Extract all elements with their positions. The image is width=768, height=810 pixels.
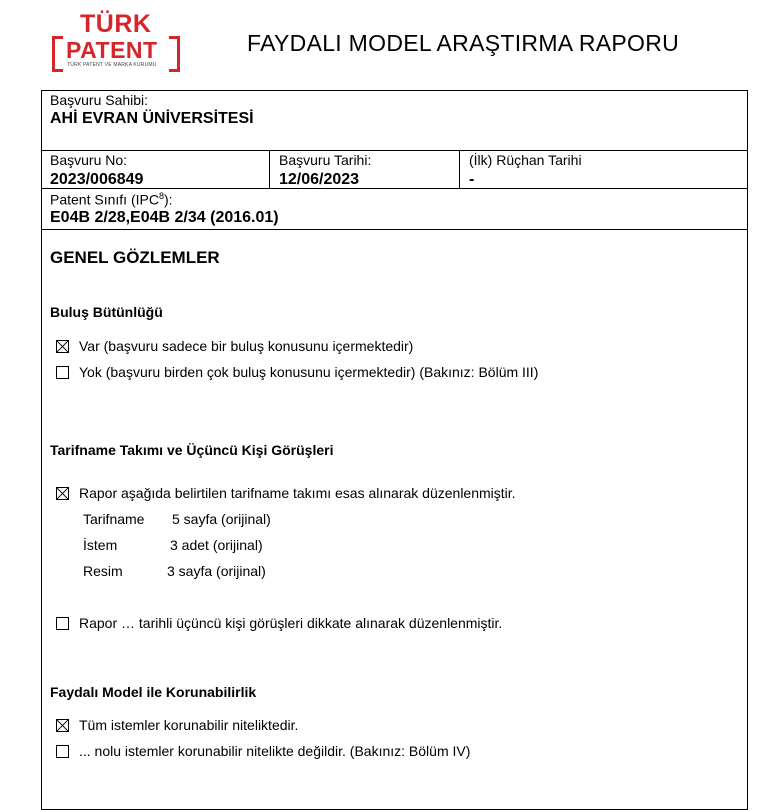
column-divider xyxy=(269,150,270,188)
turkpatent-logo xyxy=(52,10,180,68)
unity-option-yes xyxy=(56,338,413,354)
application-date-label: Başvuru Tarihi: xyxy=(279,152,372,168)
spec-item-name: İstem xyxy=(83,537,118,553)
column-divider xyxy=(459,150,460,188)
general-observations-heading: GENEL GÖZLEMLER xyxy=(50,248,220,267)
applicant-label: Başvuru Sahibi: xyxy=(50,92,149,108)
spec-item-name: Resim xyxy=(83,563,123,579)
checkbox[interactable] xyxy=(56,617,69,630)
divider xyxy=(42,188,747,189)
specification-option-report xyxy=(56,485,516,501)
divider xyxy=(42,229,747,230)
spec-item-name: Tarifname xyxy=(83,511,145,527)
patent-class-value: E04B 2/28,E04B 2/34 (2016.01) xyxy=(50,209,279,226)
protectability-option-all xyxy=(56,717,298,733)
checked-checkbox[interactable] xyxy=(56,719,69,732)
divider xyxy=(42,150,747,151)
spec-item-value: 3 adet (orijinal) xyxy=(170,537,263,553)
unity-heading: Buluş Bütünlüğü xyxy=(50,304,163,320)
document-title: FAYDALI MODEL ARAŞTIRMA RAPORU xyxy=(247,30,680,56)
checkbox[interactable] xyxy=(56,366,69,379)
checkbox[interactable] xyxy=(56,745,69,758)
logo-line-patent: PATENT xyxy=(66,37,158,63)
logo-bracket-right xyxy=(169,36,180,72)
report-frame xyxy=(41,90,748,810)
specification-heading: Tarifname Takımı ve Üçüncü Kişi Görüşleri xyxy=(50,442,334,458)
specification-option-third-party xyxy=(56,615,502,631)
application-date-value: 12/06/2023 xyxy=(279,171,360,188)
checked-checkbox[interactable] xyxy=(56,340,69,353)
application-no-label: Başvuru No: xyxy=(50,152,128,168)
application-no-value: 2023/006849 xyxy=(50,171,144,188)
option-text: ... nolu istemler korunabilir nitelikte değildir. (Bakınız: Bölüm IV) xyxy=(79,743,471,759)
protectability-heading: Faydalı Model ile Korunabilirlik xyxy=(50,684,257,700)
logo-line-turk: TÜRK xyxy=(80,10,152,38)
spec-item-value: 3 sayfa (orijinal) xyxy=(167,563,266,579)
applicant-value: AHİ EVRAN ÜNİVERSİTESİ xyxy=(50,110,254,127)
option-text: Rapor aşağıda belirtilen tarifname takımı esas alınarak düzenlenmiştir. xyxy=(79,485,516,501)
option-text: Tüm istemler korunabilir niteliktedir. xyxy=(79,717,299,733)
option-text: Rapor … tarihli üçüncü kişi görüşleri dikkate alınarak düzenlenmiştir. xyxy=(79,615,503,631)
logo-subtitle: TÜRK PATENT VE MARKA KURUMU xyxy=(67,62,157,68)
option-text: Yok (başvuru birden çok buluş konusunu içermektedir) (Bakınız: Bölüm III) xyxy=(79,364,539,380)
priority-date-label: (İlk) Rüçhan Tarihi xyxy=(469,152,582,168)
priority-date-value: - xyxy=(469,171,475,188)
option-text: Var (başvuru sadece bir buluş konusunu içermektedir) xyxy=(79,338,414,354)
spec-item-value: 5 sayfa (orijinal) xyxy=(172,511,271,527)
unity-option-no xyxy=(56,364,538,380)
logo-bracket-left xyxy=(52,36,63,72)
protectability-option-some xyxy=(56,743,470,759)
checked-checkbox[interactable] xyxy=(56,487,69,500)
patent-class-label: Patent Sınıfı (IPC$^8$): xyxy=(50,191,173,208)
